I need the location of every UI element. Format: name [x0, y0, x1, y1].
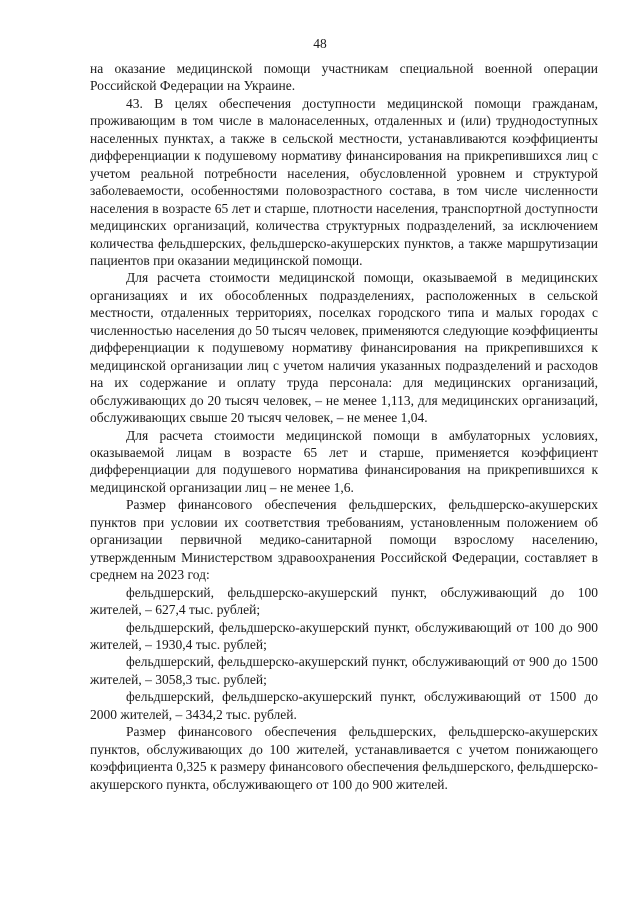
- paragraph-reducing-coefficient: Размер финансового обеспечения фельдшерских, фельдшерско-акушерских пунктов, обслуживающих до 100 жителей, устанавливается с учетом понижающего коэффициента 0,325 к размеру финансового обеспечения фельдшерского, фельдшерско-акушерского пункта, обслуживающего от 100 до 900 жителей.: [90, 724, 598, 792]
- paragraph-rural-coefficients: Для расчета стоимости медицинской помощи, оказываемой в медицинских организациях и их обособленных подразделениях, расположенных в сельской местности, отдаленных территориях, поселках городского типа и малых городах с численностью населения до 50 тысяч человек, применяются следующие коэффициенты дифференциации к подушевому нормативу финансирования на прикрепившихся к медицинской организации лиц с учетом наличия указанных подразделений и расходов на их содержание и оплату труда персонала: для медицинских организаций, обслуживающих до 20 тысяч человек, – не менее 1,113, для медицинских организаций, обслуживающих свыше 20 тысяч человек, – не менее 1,04.: [90, 270, 598, 426]
- list-item-fap-900-1500: фельдшерский, фельдшерско-акушерский пункт, обслуживающий от 900 до 1500 жителей, – 3058,3 тыс. рублей;: [90, 654, 598, 687]
- paragraph-fap-financing: Размер финансового обеспечения фельдшерских, фельдшерско-акушерских пунктов при условии их соответствия требованиям, установленным положением об организации первичной медико-санитарной помощи взрослому населению, утвержденным Министерством здравоохранения Российской Федерации, составляет в среднем на 2023 год:: [90, 497, 598, 583]
- list-item-fap-up-to-100: фельдшерский, фельдшерско-акушерский пункт, обслуживающий до 100 жителей, – 627,4 тыс. рублей;: [90, 584, 598, 618]
- paragraph-elderly-coefficient: Для расчета стоимости медицинской помощи в амбулаторных условиях, оказываемой лицам в возрасте 65 лет и старше, применяется коэффициент дифференциации для подушевого норматива финансирования на прикрепившихся к медицинской организации лиц – не менее 1,6.: [90, 427, 598, 495]
- document-body: [90, 60, 598, 793]
- list-item-fap-100-900: фельдшерский, фельдшерско-акушерский пункт, обслуживающий от 100 до 900 жителей, – 1930,4 тыс. рублей;: [90, 619, 598, 652]
- paragraph-item-43: 43. В целях обеспечения доступности медицинской помощи гражданам, проживающим в том числе в малонаселенных, отдаленных и (или) труднодоступных населенных пунктах, а также в сельской местности, устанавливаются коэффициенты дифференциации к подушевому нормативу финансирования на прикрепившихся лиц с учетом реальной потребности населения, обусловленной уровнем и структурой заболеваемости, особенностями половозрастного состава, в том числе численности населения в возрасте 65 лет и старше, плотности населения, транспортной доступности медицинских организаций, количества структурных подразделений, за исключением количества фельдшерских, фельдшерско-акушерских пунктов, а также маршрутизации пациентов при оказании медицинской помощи.: [90, 95, 598, 268]
- paragraph-continuation: на оказание медицинской помощи участникам специальной военной операции Российской Федерации на Украине.: [90, 61, 598, 94]
- list-item-fap-1500-2000: фельдшерский, фельдшерско-акушерский пункт, обслуживающий от 1500 до 2000 жителей, – 3434,2 тыс. рублей.: [90, 689, 598, 722]
- page-number: 48: [313, 36, 327, 51]
